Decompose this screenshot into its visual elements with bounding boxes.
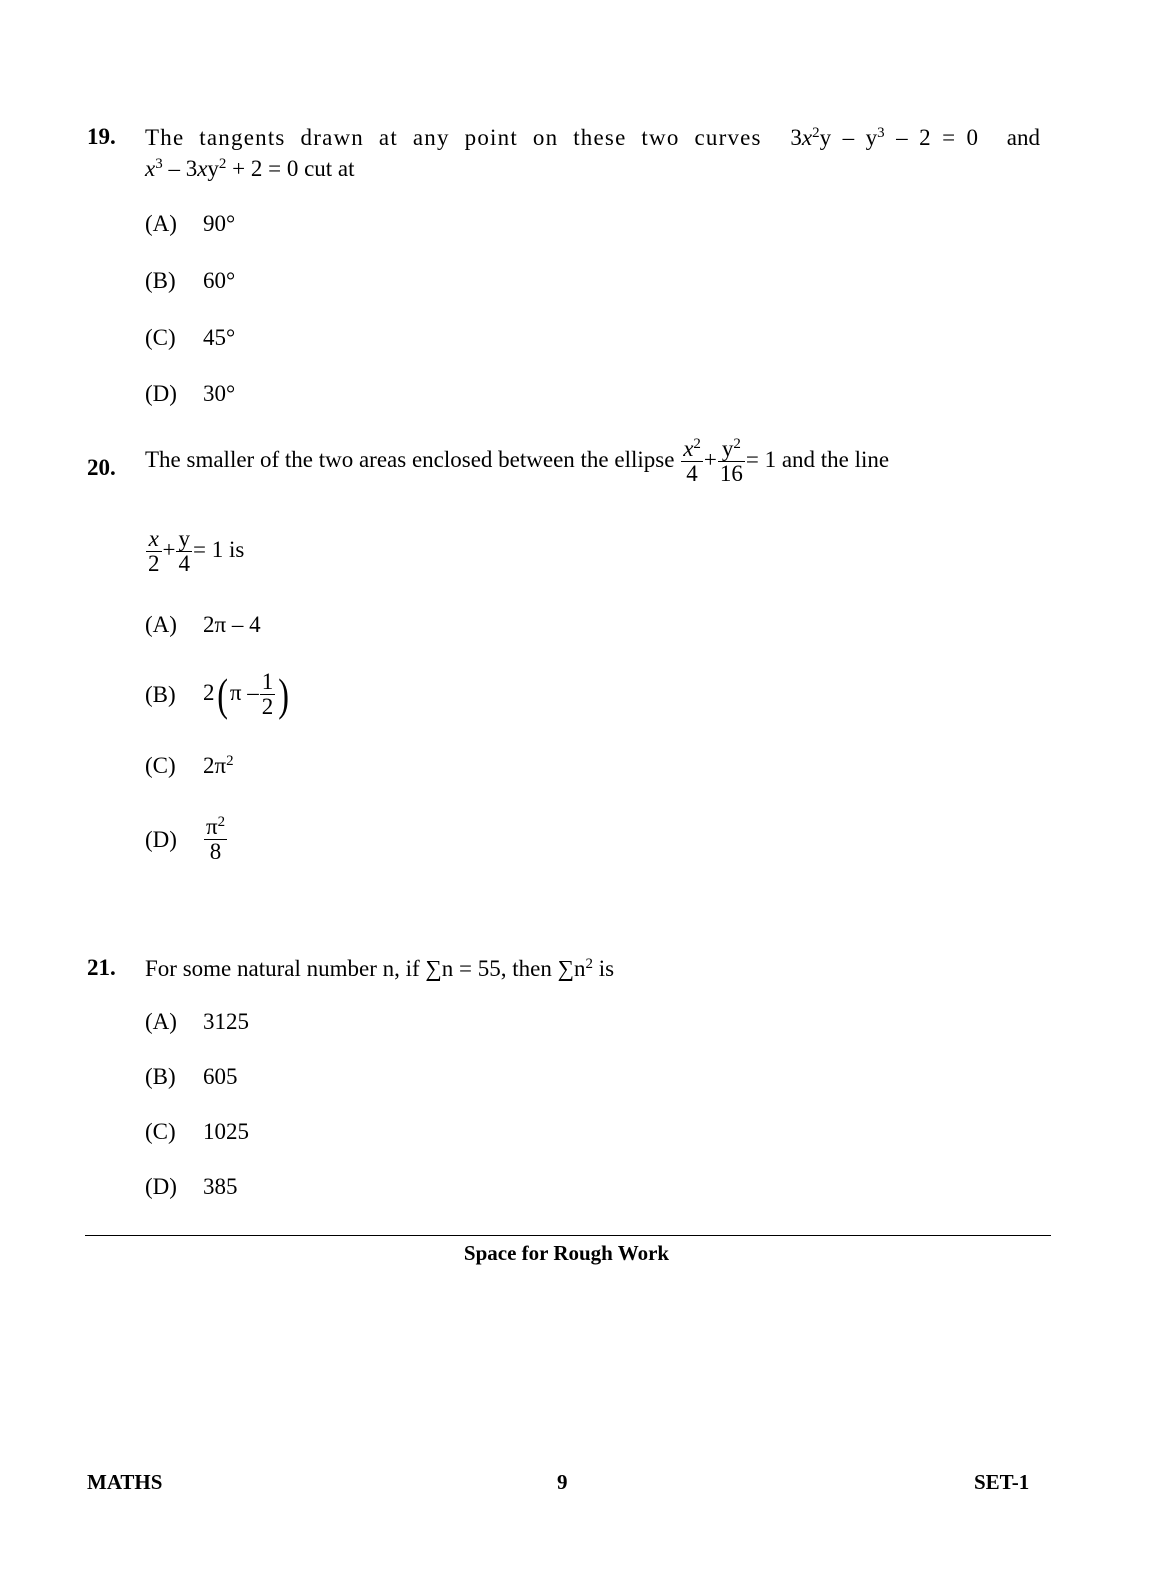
option-value: 385 <box>203 1174 238 1199</box>
footer-set: SET-1 <box>974 1470 1030 1494</box>
option-value: $2\pi^2$ <box>203 752 234 778</box>
option-value: $\frac{\pi^2}{8}$ <box>206 813 226 865</box>
question-20-stem: The smaller of the two areas enclosed between the ellipse <box>145 446 675 472</box>
option-21-c[interactable] <box>145 1119 249 1145</box>
option-20-c[interactable] <box>145 753 234 779</box>
option-label: (A) <box>145 211 177 236</box>
option-value: 30° <box>203 381 236 406</box>
question-19-number: 19. <box>87 124 116 149</box>
option-20-a[interactable] <box>145 612 261 638</box>
option-value: 1025 <box>203 1119 249 1144</box>
option-value: 2(π – $\frac{1}{2}$ ) <box>203 668 290 720</box>
option-label: (A) <box>145 1009 177 1034</box>
ellipse-x-term: $\frac{x^2}{4}$ <box>683 435 701 487</box>
question-21-number: 21. <box>87 955 116 980</box>
question-20-number: 20. <box>87 455 116 480</box>
question-21-exponent: 2 <box>585 955 593 972</box>
option-value: 3125 <box>203 1009 249 1034</box>
question-19-curve-1: $3x^2y - y^3 - 2 = 0$ <box>790 124 979 150</box>
option-value: 605 <box>203 1064 238 1089</box>
question-21-text <box>145 953 614 984</box>
question-20-text: The smaller of the two areas enclosed between the ellipse $\frac{x^2}{4}$ + $\frac{y^2}{16}$ = 1 and the line <box>145 435 890 487</box>
line-y-term: $\frac{y}{4}$ <box>178 526 190 577</box>
option-value: 90° <box>203 211 236 236</box>
question-20-stem-end: = 1 and the line <box>745 446 890 472</box>
option-label: (B) <box>145 1064 176 1089</box>
question-19-curve-2: $x^3 - 3xy^2 + 2 = 0$ <box>145 155 299 182</box>
option-label: (D) <box>145 826 177 852</box>
option-label: (D) <box>145 381 177 406</box>
option-20-d[interactable] <box>145 815 228 864</box>
option-label: (B) <box>145 681 176 707</box>
question-19-text <box>145 122 1040 184</box>
question-20-line-equation: $\frac{x}{2}$ + $\frac{y}{4}$ = 1 is <box>148 526 245 577</box>
question-19-stem: The tangents drawn at any point on these two curves <box>145 125 762 150</box>
question-19-tail: cut at <box>304 156 355 182</box>
option-label: (C) <box>145 1119 176 1144</box>
rough-work-divider <box>85 1235 1051 1236</box>
option-label: (B) <box>145 268 176 293</box>
option-19-d[interactable] <box>145 381 235 407</box>
rough-work-label: Space for Rough Work <box>463 1241 670 1265</box>
option-19-c[interactable] <box>145 325 235 351</box>
option-label: (C) <box>145 325 176 350</box>
option-21-d[interactable] <box>145 1174 238 1200</box>
question-21-tail: is <box>593 956 615 981</box>
footer-page-number: 9 <box>557 1470 568 1494</box>
footer-subject: MATHS <box>87 1470 163 1494</box>
option-label: (A) <box>145 612 177 637</box>
option-label: (D) <box>145 1174 177 1199</box>
option-value: 45° <box>203 325 236 350</box>
option-21-a[interactable] <box>145 1009 249 1035</box>
option-label: (C) <box>145 753 176 778</box>
option-21-b[interactable] <box>145 1064 238 1090</box>
option-20-b[interactable] <box>145 670 292 719</box>
option-19-a[interactable] <box>145 211 235 237</box>
ellipse-y-term: $\frac{y^2}{16}$ <box>719 435 743 487</box>
question-20-line-tail: = 1 is <box>192 536 245 562</box>
question-19-and: and <box>1006 125 1040 150</box>
option-19-b[interactable] <box>145 268 235 294</box>
line-x-term: $\frac{x}{2}$ <box>148 526 160 577</box>
question-21-stem: For some natural number n, if ∑n = 55, then ∑n <box>145 956 586 981</box>
option-value: 2π – 4 <box>203 612 261 637</box>
option-value: 60° <box>203 268 236 293</box>
